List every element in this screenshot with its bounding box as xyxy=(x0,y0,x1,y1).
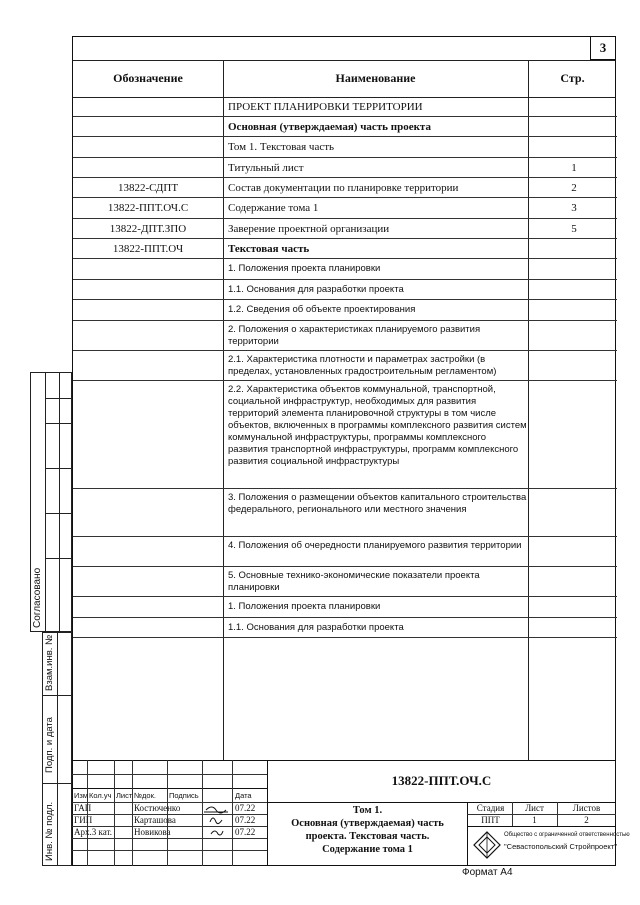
table-row xyxy=(73,321,617,351)
person-3-role: Арх.3 кат. xyxy=(74,827,113,837)
doc-code: 13822-ППТ.ОЧ.С xyxy=(391,773,492,788)
row-name: 1.2. Сведения об объекте проектирования xyxy=(228,304,416,315)
row-name: 5. Основные технико-экономические показатели проекта планировки xyxy=(228,570,480,593)
table-row xyxy=(73,381,617,489)
table-row xyxy=(73,117,617,137)
row-code: 13822-ППТ.ОЧ xyxy=(112,243,184,255)
sign-date-label: Подп. и дата xyxy=(44,717,55,773)
tb-list: Лист xyxy=(116,791,133,800)
row-name: Титульный лист xyxy=(228,162,304,174)
header-designation: Обозначение xyxy=(113,71,183,85)
sheets-label: Листов xyxy=(572,803,601,813)
tb-kol: Кол.уч xyxy=(89,791,112,800)
inv-replace-label: Взам.инв. № xyxy=(44,634,55,691)
row-name: 1.1. Основания для разработки проекта xyxy=(228,622,404,633)
header-name: Наименование xyxy=(335,71,416,85)
row-name: 2.2. Характеристика объектов коммунальной, транспортной, социальной инфраструктур, необходимых для развития территорий элемента планировочной структуры в том числе объектов, включенных в программы комплексного развития систем коммунальной инфраструктуры, программы комплексного развития транспортной инфраструктуры, программ комплексного развития социальной инфраструктуры xyxy=(228,384,527,467)
stage-label: Стадия xyxy=(476,803,505,813)
row-code: 13822-СДПТ xyxy=(117,182,179,194)
sheet-value: 1 xyxy=(532,815,537,825)
table-row xyxy=(73,239,617,259)
row-name: 2. Положения о характеристиках планируемого развития территории xyxy=(228,324,481,347)
doc-title xyxy=(270,804,465,856)
table-row xyxy=(73,178,617,198)
row-page: 5 xyxy=(571,223,577,235)
doc-title-line-4: Содержание тома 1 xyxy=(322,844,413,855)
side-stamp-block xyxy=(42,632,72,866)
person-1-date: 07.22 xyxy=(235,803,256,813)
person-2-name: Карташова xyxy=(134,815,176,825)
side-agreed-block xyxy=(30,372,72,632)
table-row xyxy=(73,137,617,158)
table-row xyxy=(73,97,617,117)
row-code: 13822-ППТ.ОЧ.С xyxy=(107,202,189,214)
table-row xyxy=(73,259,617,280)
table-row xyxy=(73,198,617,219)
sheet-number: 3 xyxy=(590,37,615,60)
format-label: Формат А4 xyxy=(462,867,513,878)
doc-title-line-1: Том 1. xyxy=(352,805,383,816)
row-name: Текстовая часть xyxy=(228,243,310,255)
row-page: 2 xyxy=(571,182,577,194)
row-name: Основная (утверждаемая) часть проекта xyxy=(228,121,431,133)
row-name: Содержание тома 1 xyxy=(228,202,319,214)
person-1-name: Костюченко xyxy=(134,803,181,813)
table-row xyxy=(73,219,617,239)
tb-podpis: Подпись xyxy=(169,791,199,800)
row-name: 3. Положения о размещении объектов капитального строительства федерального, регионального или местного значения xyxy=(228,492,527,515)
org-line-1: Общество с ограниченной ответственностью xyxy=(504,832,630,838)
drawing-frame xyxy=(72,36,616,866)
title-block xyxy=(72,760,630,866)
row-name: Том 1. Текстовая часть xyxy=(228,141,335,153)
row-name: 2.1. Характеристика плотности и параметрах застройки (в пределах, установленных градостроительным регламентом) xyxy=(228,354,497,377)
row-name: 1. Положения проекта планировки xyxy=(228,601,381,612)
org-line-2: "Севастопольский Стройпроект" xyxy=(504,842,617,851)
sheets-value: 2 xyxy=(584,815,589,825)
row-code: 13822-ДПТ.ЗПО xyxy=(109,223,187,235)
stage-value: ППТ xyxy=(481,815,500,825)
signatures xyxy=(202,802,232,840)
tb-data: Дата xyxy=(235,791,252,800)
doc-title-line-3: проекта. Текстовая часть. xyxy=(305,831,430,842)
inv-orig-label: Инв. № подл. xyxy=(44,801,55,861)
row-page: 1 xyxy=(571,162,577,174)
row-name: Состав документации по планировке территории xyxy=(228,182,459,194)
person-2-role: ГИП xyxy=(74,815,93,825)
tb-izm: Изм xyxy=(74,791,88,800)
person-3-name: Новикова xyxy=(134,827,171,837)
sheet-label: Лист xyxy=(525,803,544,813)
table-row xyxy=(73,537,617,567)
table-row xyxy=(73,158,617,178)
row-name: 1. Положения проекта планировки xyxy=(228,263,381,274)
tb-ndoc: №док. xyxy=(134,791,156,800)
doc-title-line-2: Основная (утверждаемая) часть xyxy=(291,818,444,829)
row-name: ПРОЕКТ ПЛАНИРОВКИ ТЕРРИТОРИИ xyxy=(228,101,423,113)
row-name: 1.1. Основания для разработки проекта xyxy=(228,284,404,295)
company-logo-icon xyxy=(472,830,502,860)
table-row xyxy=(73,489,617,537)
table-row xyxy=(73,351,617,381)
person-2-date: 07.22 xyxy=(235,815,256,825)
header-page: Стр. xyxy=(560,71,585,85)
table-row xyxy=(73,618,617,638)
row-name: 4. Положения об очередности планируемого развития территории xyxy=(228,540,522,551)
row-page: 3 xyxy=(571,202,577,214)
table-row xyxy=(73,300,617,321)
row-name: Заверение проектной организации xyxy=(228,223,390,235)
person-3-date: 07.22 xyxy=(235,827,256,837)
table-row xyxy=(73,280,617,300)
person-1-role: ГАП xyxy=(74,803,92,813)
table-row xyxy=(73,597,617,618)
table-row xyxy=(73,567,617,597)
agreed-label: Согласовано xyxy=(32,567,43,628)
